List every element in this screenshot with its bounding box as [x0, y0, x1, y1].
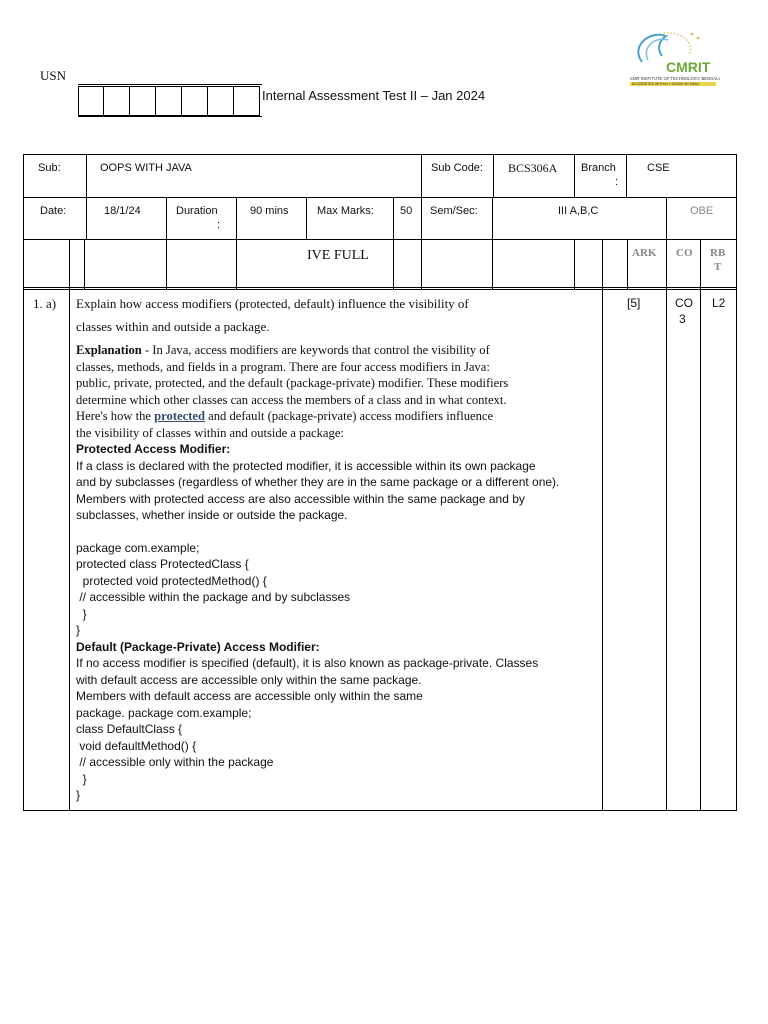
- subcode-value: BCS306A: [508, 161, 558, 175]
- explanation-line: public, private, protected, and the default (package-private) modifier. These modifiers: [76, 376, 509, 390]
- question-co-2: 3: [679, 312, 686, 326]
- code-block-default: [76, 721, 602, 804]
- usn-box[interactable]: [182, 86, 208, 116]
- usn-boxes[interactable]: [78, 86, 260, 116]
- usn-top-line: [78, 84, 262, 85]
- duration-colon: :: [217, 219, 221, 231]
- code-line: }: [76, 606, 87, 621]
- table-rule: [602, 239, 603, 811]
- table-rule: [23, 239, 737, 240]
- semsec-label: Sem/Sec:: [430, 205, 478, 217]
- explanation-text: - In Java, access modifiers are keywords that control the visibility of: [141, 343, 490, 357]
- protected-heading: Protected Access Modifier:: [76, 442, 231, 456]
- table-rule: [421, 197, 422, 289]
- banner-text: IVE FULL: [307, 248, 369, 263]
- table-border-left: [23, 154, 24, 811]
- explanation-line: the visibility of classes within and outside a package:: [76, 425, 344, 440]
- marks-header: ARK: [632, 247, 657, 259]
- table-border-right: [736, 154, 737, 811]
- answer-line: Members with default access are accessible only within the same: [76, 689, 423, 703]
- table-rule: [421, 154, 422, 198]
- code-line: }: [76, 788, 81, 802]
- explanation-label: Explanation: [76, 343, 142, 357]
- code-line: }: [76, 623, 81, 637]
- sub-label: Sub:: [38, 162, 61, 174]
- table-rule: [306, 197, 307, 240]
- maxmarks-label: Max Marks:: [317, 205, 374, 217]
- obe-label: OBE: [690, 205, 714, 217]
- answer-line: If a class is declared with the protected modifier, it is accessible within its own package: [76, 458, 536, 473]
- code-line: package com.example;: [76, 540, 200, 555]
- usn-bottom-line: [78, 116, 262, 117]
- default-heading: Default (Package-Private) Access Modifier:: [76, 639, 320, 654]
- question-rbt: L2: [712, 296, 726, 310]
- code-line: protected class ProtectedClass {: [76, 557, 249, 571]
- explanation-line: classes, methods, and fields in a program. There are four access modifiers in Java:: [76, 359, 490, 374]
- date-value: 18/1/24: [104, 205, 141, 217]
- semsec-value: III A,B,C: [558, 205, 599, 217]
- code-line: class DefaultClass {: [76, 722, 183, 736]
- table-rule: [23, 197, 737, 198]
- table-rule: [626, 154, 627, 198]
- table-rule: [236, 197, 237, 289]
- usn-label: USN: [40, 68, 67, 83]
- code-line: // accessible only within the package: [76, 755, 274, 769]
- code-line: protected void protectedMethod() {: [76, 573, 267, 588]
- answer-line: with default access are accessible only within the same package.: [76, 672, 422, 687]
- branch-colon: :: [615, 176, 619, 188]
- table-rule: [493, 154, 494, 198]
- rbt-header-1: RB: [710, 247, 726, 259]
- answer-line: If no access modifier is specified (default), it is also known as package-private. Classes: [76, 656, 539, 670]
- answer-line: subclasses, whether inside or outside the package.: [76, 508, 348, 522]
- explanation-line: [76, 342, 602, 359]
- question-co-1: CO: [675, 296, 693, 310]
- code-line: void defaultMethod() {: [76, 738, 197, 753]
- answer-line: Members with protected access are also accessible within the same package and by: [76, 491, 525, 506]
- table-rule: [574, 154, 575, 198]
- table-rule: [492, 197, 493, 289]
- table-rule: [84, 239, 85, 289]
- question-marks: [5]: [627, 296, 641, 310]
- explanation-line: determine which other classes can access the members of a class and in what context.: [76, 392, 507, 407]
- rbt-header-2: T: [714, 261, 722, 273]
- code-line: // accessible within the package and by subclasses: [76, 590, 351, 604]
- table-rule: [700, 239, 701, 811]
- branch-label: Branch: [581, 162, 616, 174]
- answer-line: package. package com.example;: [76, 705, 252, 720]
- svg-text:CMR INSTITUTE OF TECHNOLOGY, B: CMR INSTITUTE OF TECHNOLOGY, BENGALURU: [630, 76, 720, 81]
- sub-value: OOPS WITH JAVA: [100, 162, 192, 174]
- maxmarks-value: 50: [400, 205, 413, 217]
- usn-box[interactable]: [78, 86, 104, 116]
- question-body: [76, 296, 602, 804]
- question-number: 1. a): [33, 296, 57, 311]
- subcode-label: Sub Code:: [431, 162, 483, 174]
- usn-box[interactable]: [234, 86, 260, 116]
- table-rule: [666, 197, 667, 811]
- table-rule: [166, 197, 167, 289]
- table-border-top: [23, 154, 737, 155]
- question-text: classes within and outside a package.: [76, 318, 270, 334]
- test-title: Internal Assessment Test II – Jan 2024: [262, 88, 486, 103]
- usn-box[interactable]: [208, 86, 234, 116]
- date-label: Date:: [40, 205, 67, 217]
- co-header: CO: [676, 247, 693, 259]
- explanation-line: [76, 408, 602, 425]
- duration-label: Duration: [176, 205, 218, 217]
- usn-box[interactable]: [104, 86, 130, 116]
- usn-box[interactable]: [130, 86, 156, 116]
- protected-link[interactable]: protected: [154, 409, 205, 423]
- question-text: Explain how access modifiers (protected, default) influence the visibility of: [76, 296, 469, 311]
- svg-text:CMRIT: CMRIT: [666, 59, 711, 75]
- svg-text:ACCREDITED WITH A++ GRADE BY N: ACCREDITED WITH A++ GRADE BY NAAC: [632, 82, 700, 87]
- duration-value: 90 mins: [250, 205, 289, 217]
- answer-line: and by subclasses (regardless of whether they are in the same package or a different one).: [76, 475, 560, 489]
- cmrit-logo: [620, 26, 720, 90]
- table-rule: [393, 197, 394, 289]
- table-rule: [69, 239, 70, 811]
- branch-value: CSE: [647, 162, 670, 174]
- usn-box[interactable]: [156, 86, 182, 116]
- code-line: }: [76, 771, 87, 786]
- explanation-text: Here's how the: [76, 409, 155, 423]
- table-rule: [574, 239, 575, 289]
- table-rule: [23, 287, 737, 288]
- explanation-text: and default (package-private) access modifiers influence: [205, 409, 494, 423]
- table-rule: [23, 289, 737, 290]
- table-rule: [86, 154, 87, 240]
- table-rule: [627, 239, 628, 289]
- table-border-bottom: [23, 810, 737, 811]
- code-block-protected: [76, 540, 602, 639]
